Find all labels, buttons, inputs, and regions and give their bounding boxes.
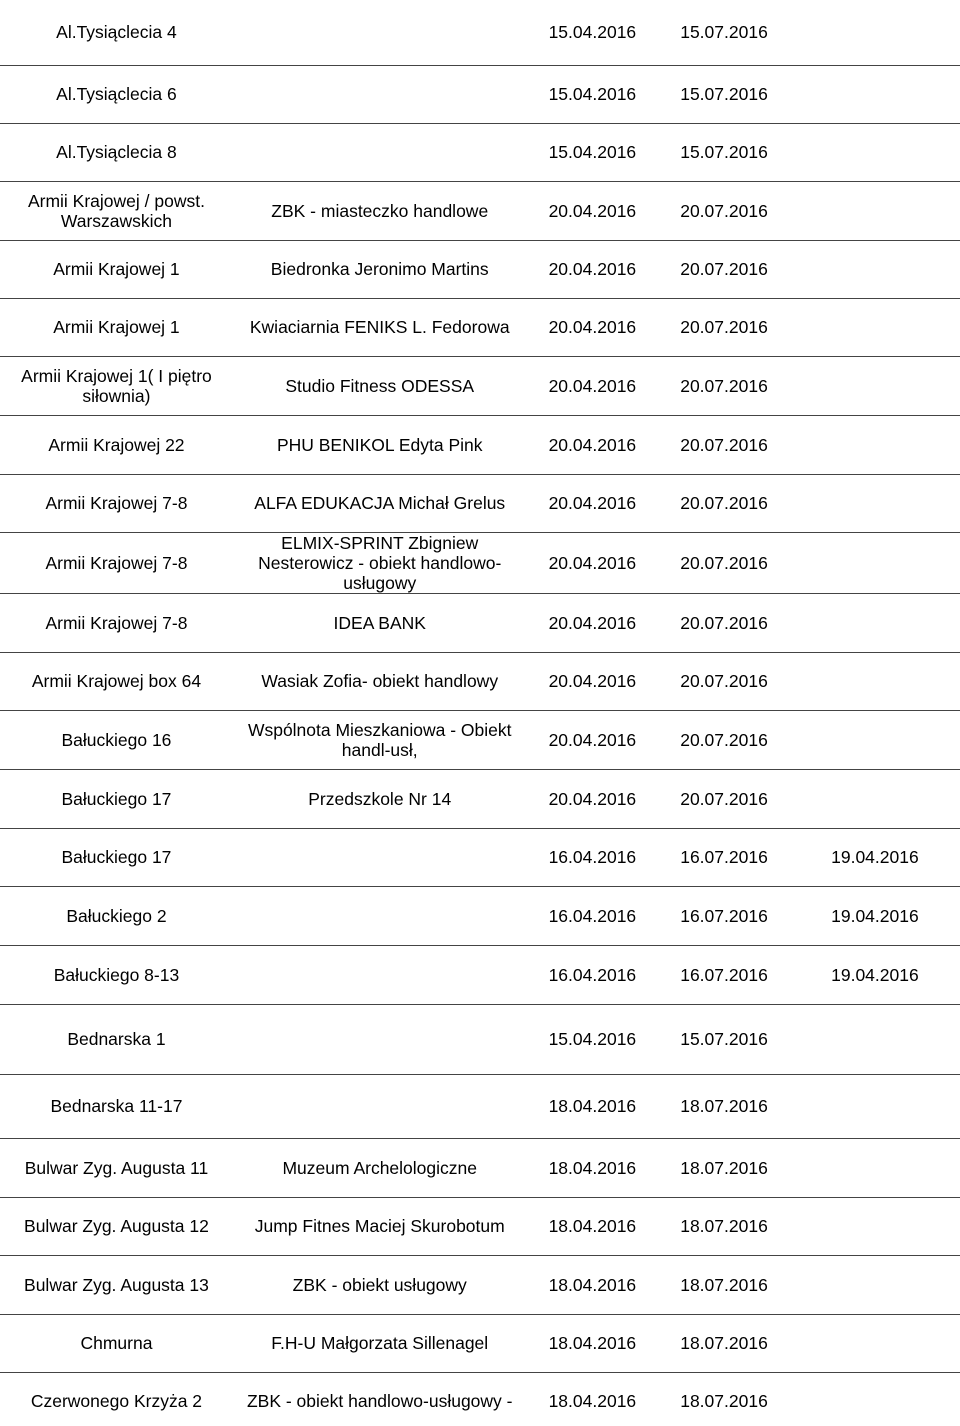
address-cell: Armii Krajowej / powst. Warszawskich [0,181,233,240]
date-from-cell: 18.04.2016 [527,1074,659,1138]
date-extra-cell [790,123,960,181]
date-extra-cell [790,65,960,123]
date-from-cell: 20.04.2016 [527,710,659,769]
name-cell: ZBK - obiekt usługowy [233,1255,527,1314]
date-from-cell: 15.04.2016 [527,123,659,181]
date-from-cell: 18.04.2016 [527,1255,659,1314]
date-from-cell: 20.04.2016 [527,298,659,356]
date-from-cell: 20.04.2016 [527,356,659,415]
table-row [0,415,960,474]
date-from-cell: 20.04.2016 [527,593,659,652]
date-extra-cell [790,1004,960,1074]
address-cell: Bałuckiego 8-13 [0,945,233,1004]
name-text: ELMIX-SPRINT Zbigniew Nesterowicz - obiekt handlowo-usługowy [258,532,502,593]
table-row [0,828,960,886]
name-cell: Wasiak Zofia- obiekt handlowy [233,652,527,710]
date-from-cell: 16.04.2016 [527,828,659,886]
name-cell [233,123,527,181]
table-row [0,181,960,240]
name-cell [233,886,527,945]
table-row [0,1197,960,1255]
date-from-cell: 18.04.2016 [527,1197,659,1255]
address-cell: Bałuckiego 16 [0,710,233,769]
date-to-cell: 20.07.2016 [658,474,790,532]
address-cell: Bulwar Zyg. Augusta 13 [0,1255,233,1314]
name-cell [233,65,527,123]
date-from-cell: 15.04.2016 [527,1004,659,1074]
date-to-cell: 18.07.2016 [658,1074,790,1138]
date-to-cell: 20.07.2016 [658,593,790,652]
address-cell: Chmurna [0,1314,233,1372]
date-to-cell: 15.07.2016 [658,0,790,65]
name-cell: Muzeum Archelologiczne [233,1138,527,1197]
address-cell: Armii Krajowej 1( I piętro siłownia) [0,356,233,415]
date-to-cell: 20.07.2016 [658,356,790,415]
date-to-cell: 18.07.2016 [658,1197,790,1255]
address-cell: Bałuckiego 17 [0,828,233,886]
date-to-cell: 18.07.2016 [658,1314,790,1372]
name-cell: Przedszkole Nr 14 [233,769,527,828]
date-from-cell: 18.04.2016 [527,1138,659,1197]
table-row [0,710,960,769]
address-cell: Bednarska 11-17 [0,1074,233,1138]
table-row [0,65,960,123]
date-to-cell: 20.07.2016 [658,240,790,298]
address-cell: Bulwar Zyg. Augusta 11 [0,1138,233,1197]
date-extra-cell [790,769,960,828]
date-extra-cell [790,532,960,593]
name-cell: Studio Fitness ODESSA [233,356,527,415]
date-extra-cell [790,356,960,415]
address-cell: Al.Tysiąclecia 4 [0,0,233,65]
address-cell: Bałuckiego 17 [0,769,233,828]
table-row [0,945,960,1004]
date-extra-cell: 19.04.2016 [790,945,960,1004]
date-to-cell: 20.07.2016 [658,415,790,474]
name-cell: ZBK - miasteczko handlowe [233,181,527,240]
table-row [0,1138,960,1197]
date-extra-cell [790,1255,960,1314]
date-to-cell: 18.07.2016 [658,1255,790,1314]
date-to-cell: 20.07.2016 [658,181,790,240]
date-extra-cell [790,240,960,298]
date-from-cell: 18.04.2016 [527,1372,659,1426]
date-from-cell: 20.04.2016 [527,415,659,474]
date-from-cell: 20.04.2016 [527,474,659,532]
date-to-cell: 20.07.2016 [658,710,790,769]
table-row [0,1074,960,1138]
date-extra-cell [790,181,960,240]
name-cell: F.H-U Małgorzata Sillenagel [233,1314,527,1372]
date-extra-cell [790,593,960,652]
date-extra-cell [790,415,960,474]
table-row [0,474,960,532]
date-to-cell: 16.07.2016 [658,828,790,886]
date-extra-cell [790,474,960,532]
date-extra-cell [790,652,960,710]
name-cell: Wspólnota Mieszkaniowa - Obiekt handl-usł, [233,710,527,769]
table-row [0,652,960,710]
table-row [0,240,960,298]
table-row [0,0,960,65]
date-extra-cell [790,298,960,356]
address-cell: Al.Tysiąclecia 8 [0,123,233,181]
address-cell: Bednarska 1 [0,1004,233,1074]
date-from-cell: 16.04.2016 [527,945,659,1004]
date-extra-cell [790,1074,960,1138]
address-cell: Armii Krajowej 22 [0,415,233,474]
address-cell: Armii Krajowej 7-8 [0,593,233,652]
date-extra-cell [790,1138,960,1197]
name-cell [233,532,527,593]
table-row [0,886,960,945]
address-cell: Armii Krajowej box 64 [0,652,233,710]
table-row [0,356,960,415]
table-row [0,1255,960,1314]
date-to-cell: 15.07.2016 [658,1004,790,1074]
date-extra-cell: 19.04.2016 [790,886,960,945]
name-cell [233,0,527,65]
date-extra-cell: 19.04.2016 [790,828,960,886]
name-cell: IDEA BANK [233,593,527,652]
date-extra-cell [790,0,960,65]
name-cell: PHU BENIKOL Edyta Pink [233,415,527,474]
date-from-cell: 20.04.2016 [527,652,659,710]
date-to-cell: 15.07.2016 [658,123,790,181]
table-row [0,1372,960,1426]
name-cell [233,828,527,886]
address-cell: Al.Tysiąclecia 6 [0,65,233,123]
date-from-cell: 16.04.2016 [527,886,659,945]
date-from-cell: 20.04.2016 [527,532,659,593]
date-extra-cell [790,1197,960,1255]
address-cell: Armii Krajowej 1 [0,298,233,356]
date-to-cell: 20.07.2016 [658,652,790,710]
table-row [0,298,960,356]
table-row [0,769,960,828]
date-to-cell: 18.07.2016 [658,1138,790,1197]
date-to-cell: 20.07.2016 [658,298,790,356]
date-extra-cell [790,1372,960,1426]
table-row [0,123,960,181]
date-from-cell: 18.04.2016 [527,1314,659,1372]
table-row [0,593,960,652]
name-cell [233,945,527,1004]
date-from-cell: 20.04.2016 [527,181,659,240]
address-cell: Armii Krajowej 7-8 [0,532,233,593]
date-to-cell: 16.07.2016 [658,945,790,1004]
date-extra-cell [790,1314,960,1372]
date-from-cell: 15.04.2016 [527,0,659,65]
date-from-cell: 20.04.2016 [527,240,659,298]
name-cell: ZBK - obiekt handlowo-usługowy - [233,1372,527,1426]
address-cell: Armii Krajowej 7-8 [0,474,233,532]
address-cell: Armii Krajowej 1 [0,240,233,298]
name-cell: Kwiaciarnia FENIKS L. Fedorowa [233,298,527,356]
name-cell [233,1074,527,1138]
date-to-cell: 16.07.2016 [658,886,790,945]
table-row [0,1004,960,1074]
name-cell: Jump Fitnes Maciej Skurobotum [233,1197,527,1255]
name-cell [233,1004,527,1074]
table-row [0,532,960,593]
date-to-cell: 15.07.2016 [658,65,790,123]
date-from-cell: 20.04.2016 [527,769,659,828]
name-cell: Biedronka Jeronimo Martins [233,240,527,298]
date-extra-cell [790,710,960,769]
table-row [0,1314,960,1372]
date-to-cell: 18.07.2016 [658,1372,790,1426]
address-cell: Bałuckiego 2 [0,886,233,945]
date-to-cell: 20.07.2016 [658,532,790,593]
name-cell: ALFA EDUKACJA Michał Grelus [233,474,527,532]
date-from-cell: 15.04.2016 [527,65,659,123]
date-to-cell: 20.07.2016 [658,769,790,828]
address-cell: Czerwonego Krzyża 2 [0,1372,233,1426]
address-cell: Bulwar Zyg. Augusta 12 [0,1197,233,1255]
